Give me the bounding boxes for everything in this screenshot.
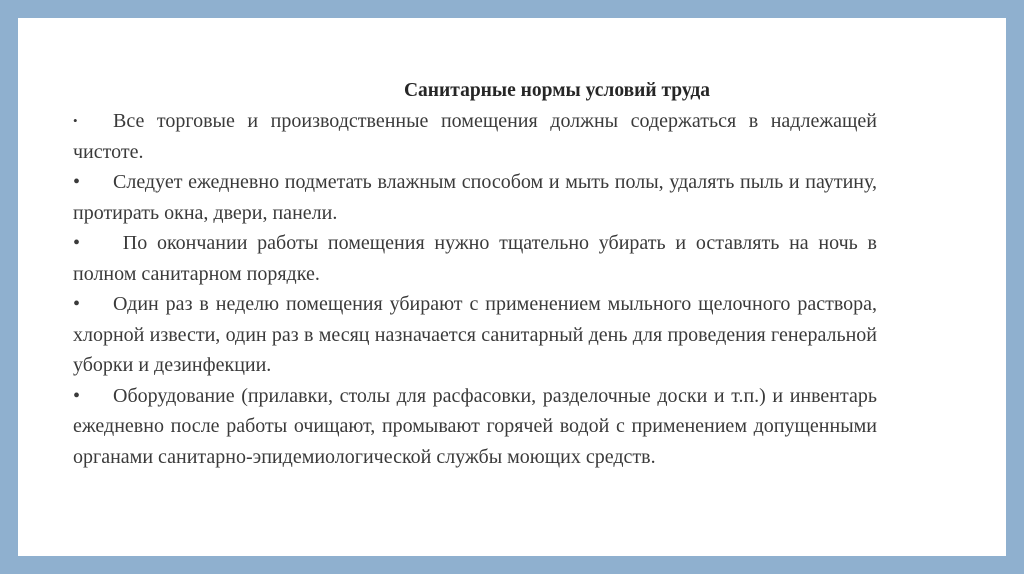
bullet-icon: •: [73, 384, 81, 407]
list-item: [73, 167, 877, 228]
list-item-text: Все торговые и производственные помещения должны содержаться в надлежащей чистоте.: [73, 110, 877, 163]
bullet-icon: •: [73, 293, 81, 315]
bullet-icon: •: [73, 171, 81, 193]
list-item: [73, 228, 882, 289]
bullet-list: [73, 106, 882, 472]
bullet-icon: •: [73, 232, 81, 254]
list-item-text: По окончании работы помещения нужно тщательно убирать и оставлять на ночь в полном санитарном порядке.: [73, 232, 882, 285]
list-item-text: Следует ежедневно подметать влажным способом и мыть полы, удалять пыль и паутину, протирать окна, двери, панели.: [73, 171, 877, 224]
slide-title: Санитарные нормы условий труда: [403, 80, 711, 101]
bullet-icon: •: [73, 113, 78, 128]
slide: [18, 18, 1006, 556]
list-item-text: Оборудование (прилавки, столы для расфасовки, разделочные доски и т.п.) и инвентарь ежедневно после работы очищают, промывают горячей водой с применением допущенными органами санитарно-эпидемиологической службы моющих средств.: [73, 384, 877, 468]
list-item: [73, 106, 877, 167]
list-item: [73, 381, 877, 473]
list-item: [73, 289, 877, 381]
list-item-text: Один раз в неделю помещения убирают с применением мыльного щелочного раствора, хлорной извести, один раз в месяц назначается санитарный день для проведения генеральной уборки и дезинфекции.: [73, 293, 877, 376]
